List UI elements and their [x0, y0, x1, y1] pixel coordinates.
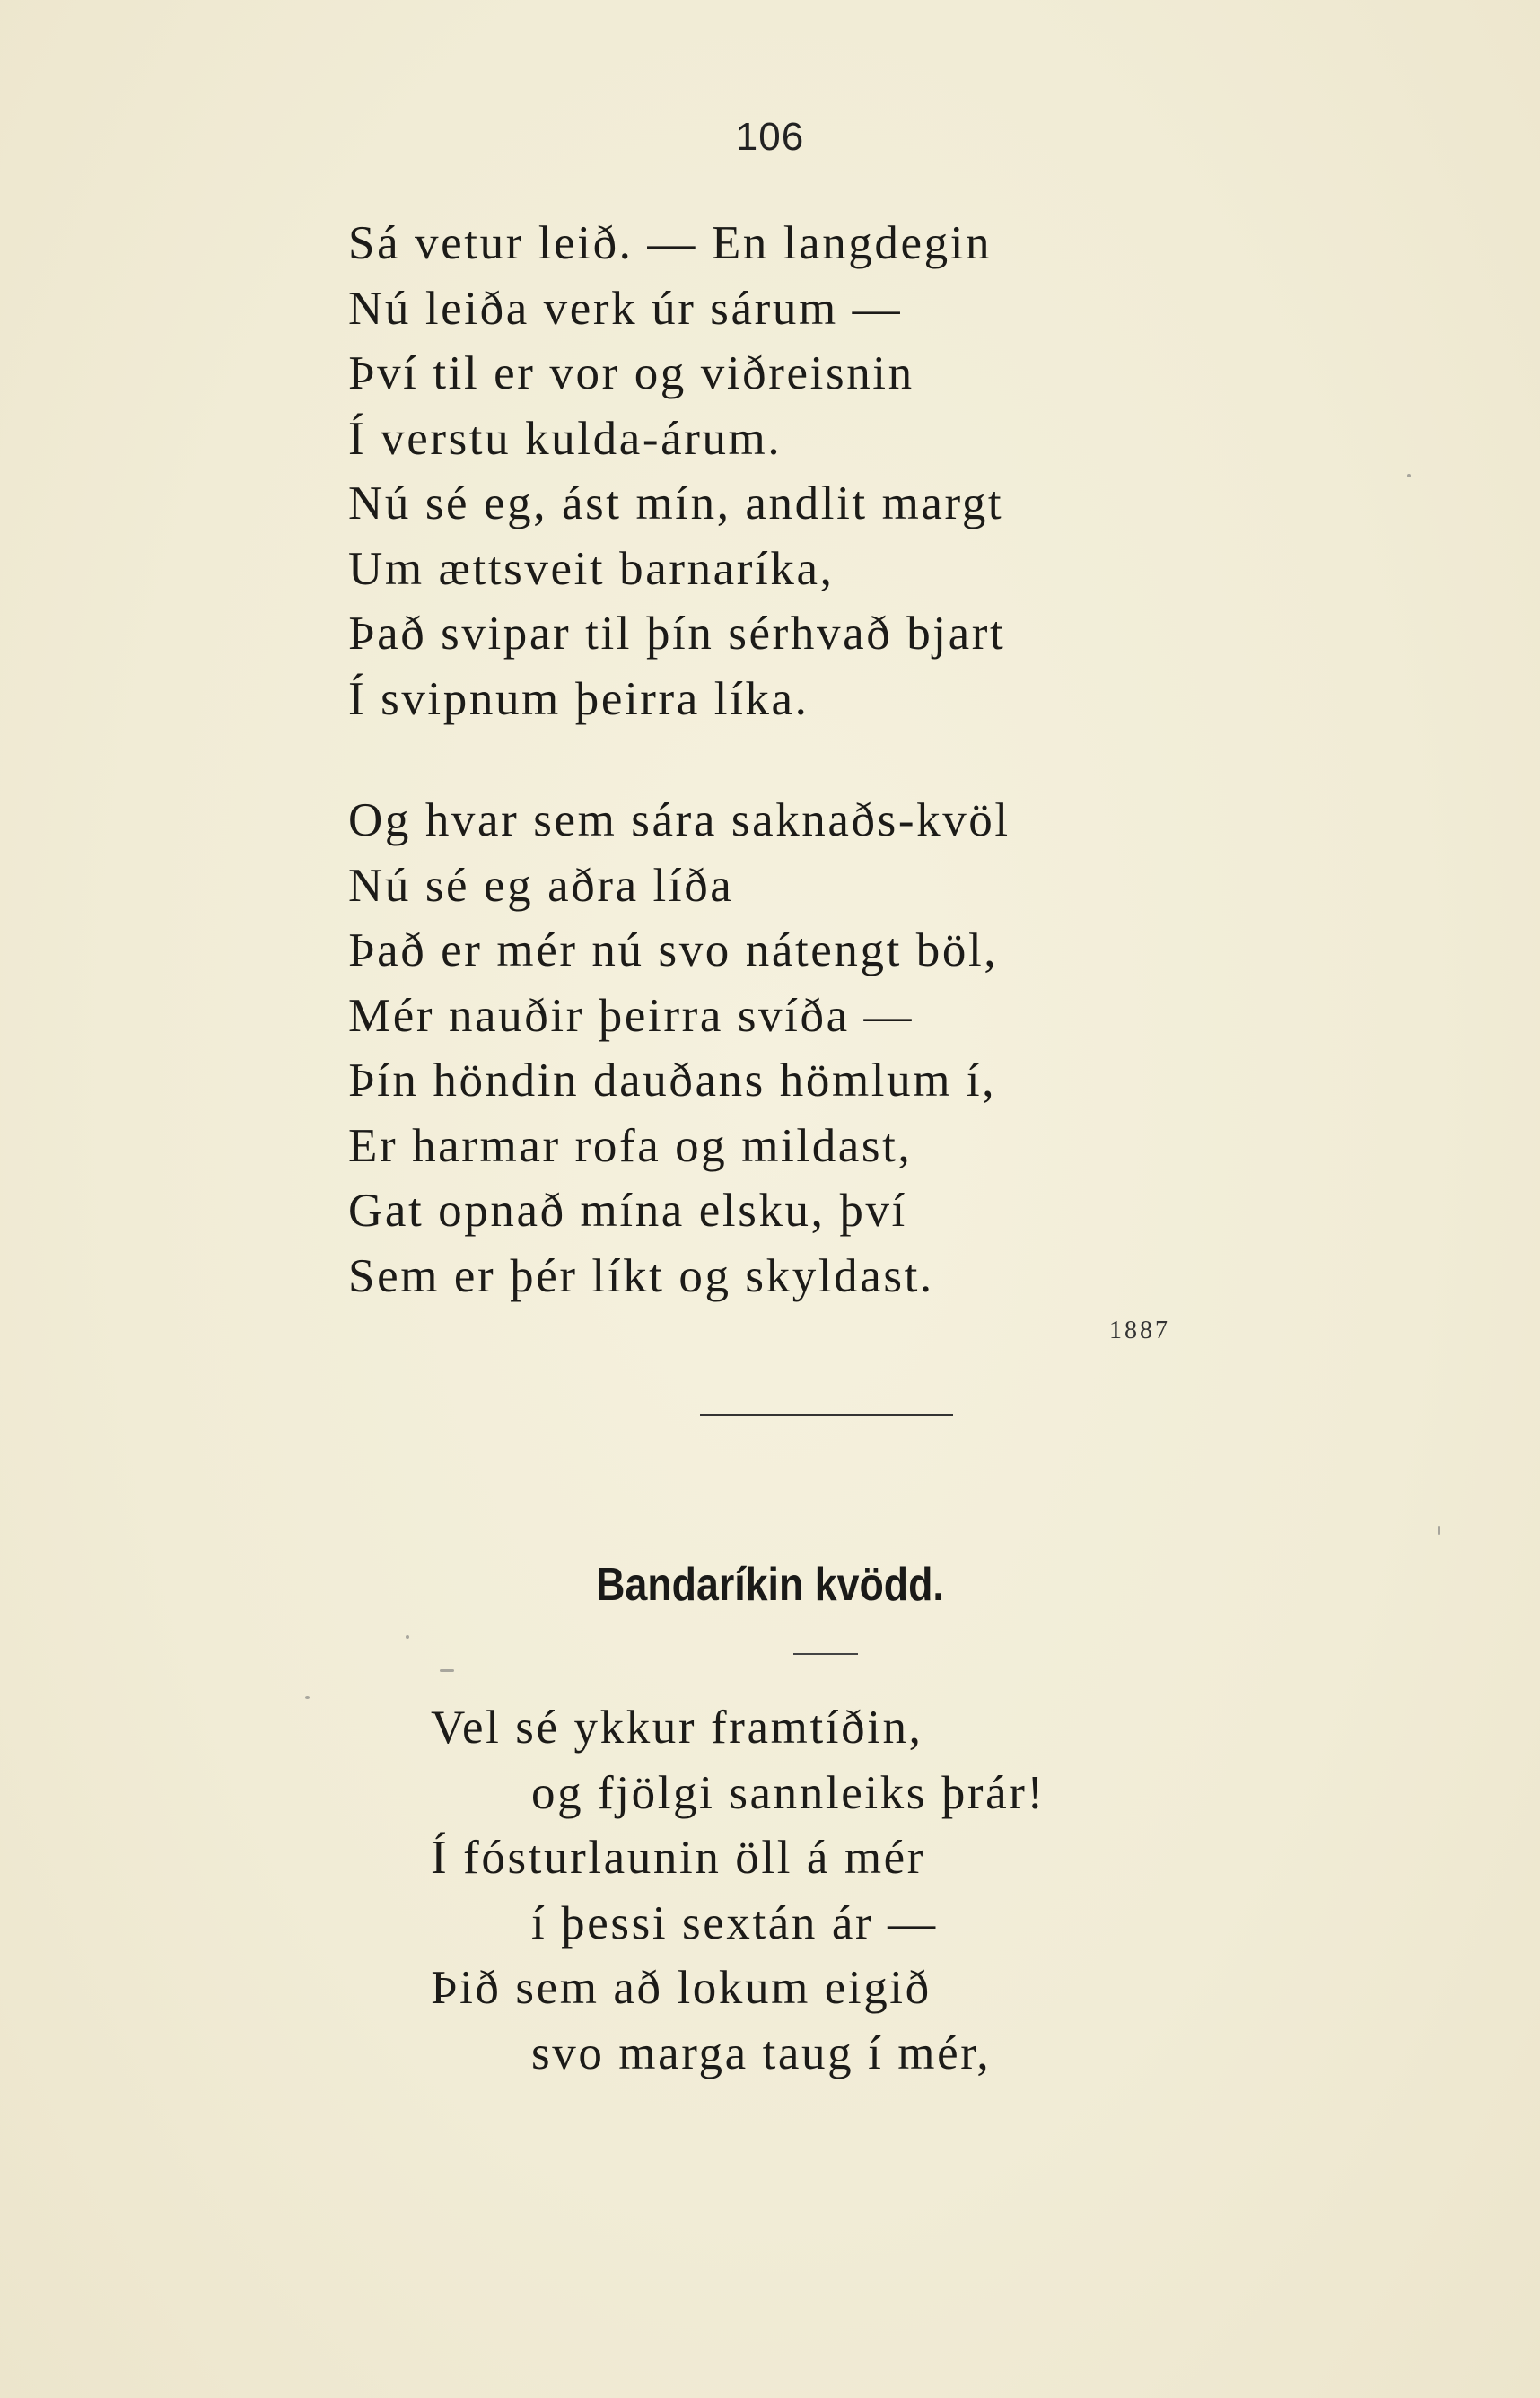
poem-line: svo marga taug í mér,	[531, 2026, 992, 2079]
poem-line: Og hvar sem sára saknaðs-kvöl	[348, 794, 1011, 846]
poem-line: í þessi sextán ár —	[531, 1896, 938, 1949]
print-speck	[406, 1635, 409, 1639]
poem-line: Um ættsveit barnaríka,	[348, 542, 835, 595]
print-speck	[440, 1669, 454, 1672]
poem-line: Það svipar til þín sérhvað bjart	[348, 608, 1006, 660]
poem-line: Sem er þér líkt og skyldast.	[348, 1249, 934, 1302]
poem-line: Vel sé ykkur framtíðin,	[431, 1702, 923, 1754]
poem-line: og fjölgi sannleiks þrár!	[531, 1766, 1046, 1819]
poem-line: Mér nauðir þeirra svíða —	[348, 989, 914, 1042]
stanza	[348, 211, 1005, 731]
poem-line: Það er mér nú svo nátengt böl,	[348, 924, 999, 976]
poem-line: Nú leiða verk úr sárum —	[348, 282, 903, 335]
stanza	[348, 788, 1011, 1308]
title-rule	[793, 1653, 858, 1655]
poem-line: Þín höndin dauðans hömlum í,	[348, 1055, 997, 1107]
section-divider	[700, 1414, 953, 1416]
poem-line: Því til er vor og viðreisnin	[348, 347, 914, 399]
poem-line: Nú sé eg, ást mín, andlit margt	[348, 477, 1004, 529]
print-speck	[1407, 474, 1411, 477]
poem-line: Í svipnum þeirra líka.	[348, 672, 809, 725]
print-speck	[305, 1696, 310, 1699]
poem-line: Í fósturlaunin öll á mér	[431, 1832, 926, 1884]
poem-line: Nú sé eg aðra líða	[348, 859, 734, 912]
poem-title: Bandaríkin kvödd.	[596, 1559, 944, 1611]
poem-line: Gat opnað mína elsku, því	[348, 1185, 907, 1237]
print-speck	[1438, 1526, 1440, 1535]
poem-year: 1887	[1109, 1317, 1170, 1344]
poem-line: Sá vetur leið. — En langdegin	[348, 217, 993, 269]
poem-line: Í verstu kulda-árum.	[348, 412, 783, 465]
poem-line: Þið sem að lokum eigið	[431, 1962, 932, 2014]
page-number: 106	[735, 115, 805, 159]
stanza	[431, 1695, 1046, 2086]
poem-line: Er harmar rofa og mildast,	[348, 1119, 913, 1172]
